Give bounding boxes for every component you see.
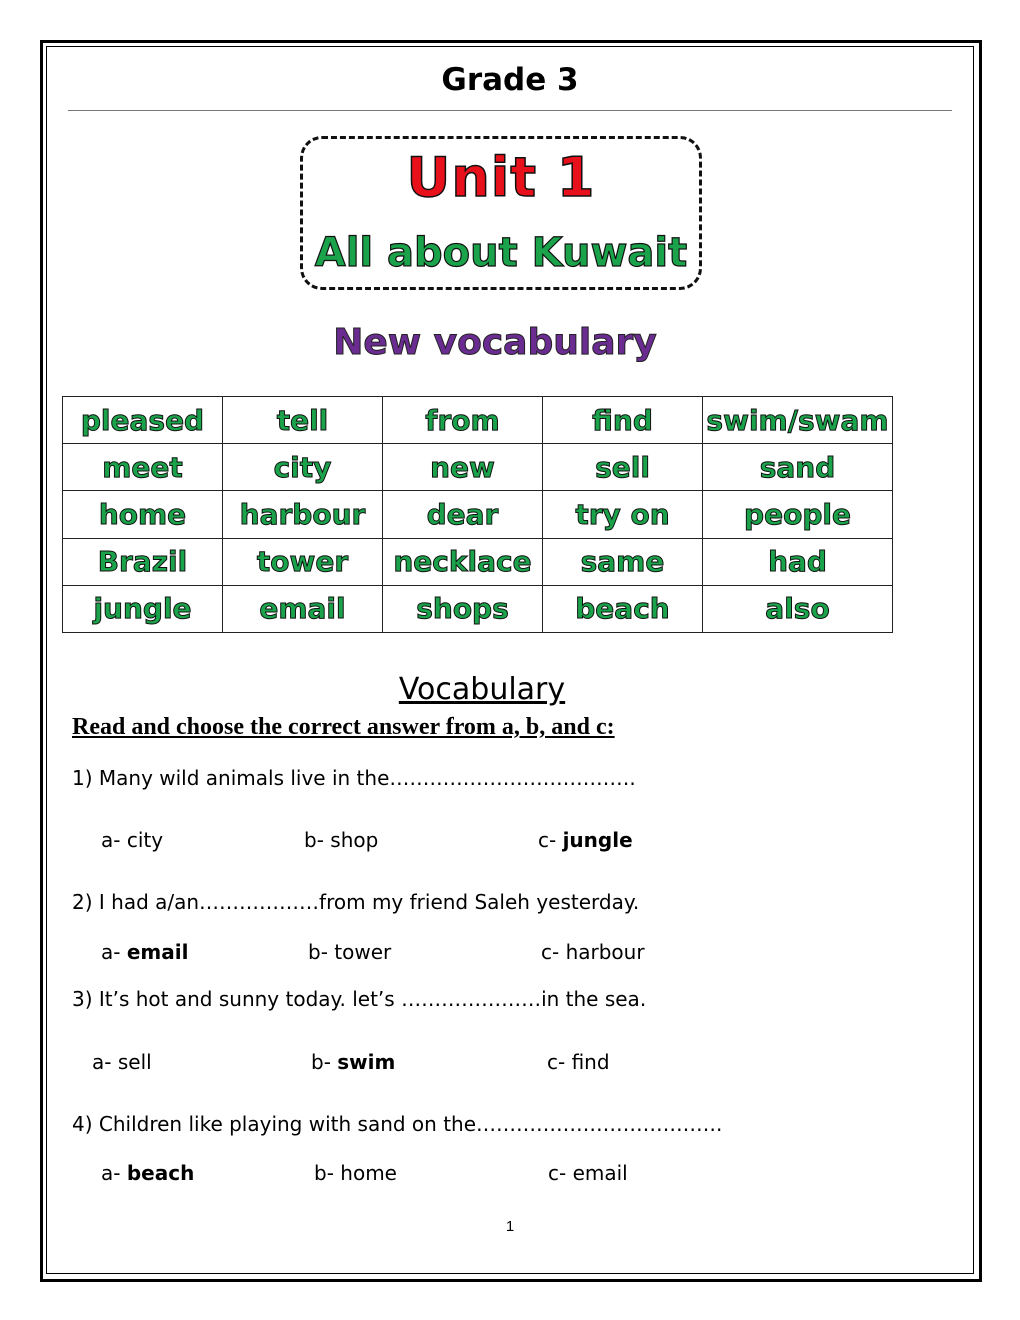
vocab-word: same — [543, 538, 703, 585]
table-row — [63, 491, 893, 538]
answer-option: b- home — [314, 1161, 397, 1185]
vocabulary-heading: Vocabulary — [398, 672, 566, 707]
vocabulary-table — [62, 396, 893, 633]
answer-option: c- find — [547, 1050, 610, 1074]
vocab-word: necklace — [383, 538, 543, 585]
vocab-word: jungle — [63, 585, 223, 632]
vocab-word: sell — [543, 444, 703, 491]
page-number: 1 — [505, 1218, 515, 1235]
new-vocabulary-heading: New vocabulary — [333, 322, 657, 363]
table-row — [63, 585, 893, 632]
table-row — [63, 538, 893, 585]
question-text: 1) Many wild animals live in the………………………………. — [72, 766, 636, 790]
answer-option-correct: c- jungle — [538, 828, 633, 852]
answer-option: a- sell — [92, 1050, 152, 1074]
vocab-word: also — [703, 585, 893, 632]
unit-title: Unit 1 — [406, 146, 596, 209]
vocab-word: find — [543, 397, 703, 444]
vocab-word: from — [383, 397, 543, 444]
grade-title: Grade 3 — [441, 62, 579, 98]
vocab-word: meet — [63, 444, 223, 491]
vocab-word: try on — [543, 491, 703, 538]
answer-option: a- city — [101, 828, 164, 852]
answer-option-correct: a- email — [101, 940, 189, 964]
vocab-word: harbour — [223, 491, 383, 538]
vocab-word: swim/swam — [703, 397, 893, 444]
vocab-word: people — [703, 491, 893, 538]
vocab-word: tell — [223, 397, 383, 444]
answer-option: c- email — [548, 1161, 628, 1185]
answer-option: b- tower — [308, 940, 392, 964]
vocab-word: beach — [543, 585, 703, 632]
vocab-word: shops — [383, 585, 543, 632]
answer-option: c- harbour — [541, 940, 645, 964]
table-row — [63, 397, 893, 444]
vocab-word: home — [63, 491, 223, 538]
vocab-word: Brazil — [63, 538, 223, 585]
question-text: 3) It’s hot and sunny today. let’s …………………in the sea. — [72, 987, 647, 1011]
unit-subtitle: All about Kuwait — [314, 230, 688, 276]
vocab-word: email — [223, 585, 383, 632]
question-text: 2) I had a/an………………from my friend Saleh yesterday. — [72, 890, 640, 914]
answer-option: b- shop — [304, 828, 379, 852]
vocab-word: sand — [703, 444, 893, 491]
vocab-word: tower — [223, 538, 383, 585]
vocab-word: city — [223, 444, 383, 491]
vocab-word: dear — [383, 491, 543, 538]
vocab-word: pleased — [63, 397, 223, 444]
vocab-word: had — [703, 538, 893, 585]
exercise-instruction: Read and choose the correct answer from a, b, and c: — [72, 714, 615, 740]
vocab-word: new — [383, 444, 543, 491]
answer-option-correct: b- swim — [311, 1050, 396, 1074]
table-row — [63, 444, 893, 491]
question-text: 4) Children like playing with sand on the………………………………. — [72, 1112, 723, 1136]
answer-option-correct: a- beach — [101, 1161, 195, 1185]
grade-divider — [68, 110, 952, 111]
